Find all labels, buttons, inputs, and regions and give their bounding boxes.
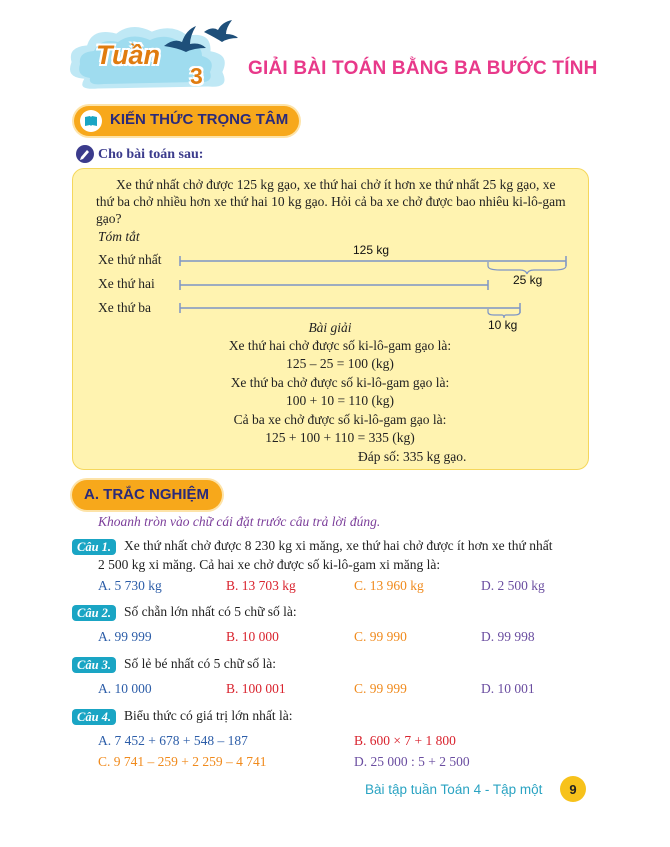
q1-option-c[interactable]: C. 13 960 kg (354, 578, 424, 593)
diagram-label-25kg: 25 kg (513, 273, 543, 287)
q1-option-a[interactable]: A. 5 730 kg (98, 578, 162, 593)
question-3-label: Câu 3. (72, 657, 116, 673)
diagram-label-10kg: 10 kg (488, 318, 518, 332)
question-3 (72, 656, 116, 674)
q4-option-a[interactable]: A. 7 452 + 678 + 548 – 187 (98, 733, 248, 748)
question-3-text: Số lẻ bé nhất có 5 chữ số là: (124, 656, 277, 671)
page-title: GIẢI BÀI TOÁN BẰNG BA BƯỚC TÍNH (248, 58, 598, 79)
q3-option-a[interactable]: A. 10 000 (98, 681, 152, 696)
car-label-3: Xe thứ ba (98, 300, 152, 315)
quiz-instruction: Khoanh tròn vào chữ cái đặt trước câu trả lời đúng. (98, 514, 381, 529)
solution-line-6: 125 + 100 + 110 = 335 (kg) (265, 430, 415, 445)
question-2 (72, 604, 116, 622)
question-4-text: Biểu thức có giá trị lớn nhất là: (124, 708, 293, 723)
page-number: 9 (560, 776, 586, 802)
week-number: 3 (190, 63, 203, 89)
knowledge-section-title: KIẾN THỨC TRỌNG TÂM (110, 111, 289, 128)
week-word: Tuần (96, 40, 161, 70)
solution-line-4: 100 + 10 = 110 (kg) (285, 393, 395, 408)
solution-heading: Bài giải (308, 320, 352, 335)
q4-option-c[interactable]: C. 9 741 – 259 + 2 259 – 4 741 (98, 754, 267, 769)
question-1-label: Câu 1. (72, 539, 116, 555)
car-label-1: Xe thứ nhất (98, 252, 162, 267)
q2-option-a[interactable]: A. 99 999 (98, 629, 152, 644)
birds-icon (160, 18, 240, 60)
q3-option-d[interactable]: D. 10 001 (481, 681, 535, 696)
car-label-2: Xe thứ hai (98, 276, 155, 291)
solution-line-1: Xe thứ hai chở được số ki-lô-gam gạo là: (228, 338, 452, 353)
question-4 (72, 708, 116, 726)
problem-text: Xe thứ nhất chở được 125 kg gạo, xe thứ hai chở ít hơn xe thứ nhất 25 kg gạo, xe thứ ba chở nhiều hơn xe thứ hai 10 kg gạo. Hỏi cả ba xe chở được bao nhiêu ki-lô-gam gạo? (96, 177, 566, 226)
question-2-label: Câu 2. (72, 605, 116, 621)
question-4-label: Câu 4. (72, 709, 116, 725)
footer-book-title: Bài tập tuần Toán 4 - Tập một (365, 782, 543, 797)
diagram-label-125kg: 125 kg (353, 243, 390, 257)
question-2-text: Số chẵn lớn nhất có 5 chữ số là: (124, 604, 297, 619)
q2-option-c[interactable]: C. 99 990 (354, 629, 407, 644)
q1-option-b[interactable]: B. 13 703 kg (226, 578, 296, 593)
solution-line-5: Cả ba xe chở được số ki-lô-gam gạo là: (233, 412, 447, 427)
pencil-icon (76, 145, 94, 163)
q3-option-c[interactable]: C. 99 999 (354, 681, 407, 696)
book-icon (80, 110, 102, 132)
q1-option-d[interactable]: D. 2 500 kg (481, 578, 545, 593)
question-1-text-line1: Xe thứ nhất chở được 8 230 kg xi măng, xe thứ hai chở được ít hơn xe thứ nhất (124, 538, 553, 553)
q4-option-d[interactable]: D. 25 000 : 5 + 2 500 (354, 754, 470, 769)
summary-label: Tóm tắt (98, 229, 140, 244)
intro-label: Cho bài toán sau: (98, 147, 204, 162)
q2-option-d[interactable]: D. 99 998 (481, 629, 535, 644)
q3-option-b[interactable]: B. 100 001 (226, 681, 286, 696)
solution-line-2: 125 – 25 = 100 (kg) (286, 356, 394, 371)
solution-line-3: Xe thứ ba chở được số ki-lô-gam gạo là: (230, 375, 450, 390)
question-1 (72, 538, 116, 556)
q2-option-b[interactable]: B. 10 000 (226, 629, 279, 644)
quiz-section-title: A. TRẮC NGHIỆM (84, 486, 209, 503)
question-1-text-line2: 2 500 kg xi măng. Cả hai xe chở được số ki-lô-gam xi măng là: (98, 557, 441, 572)
solution-answer: Đáp số: 335 kg gạo. (358, 449, 467, 464)
q4-option-b[interactable]: B. 600 × 7 + 1 800 (354, 733, 456, 748)
